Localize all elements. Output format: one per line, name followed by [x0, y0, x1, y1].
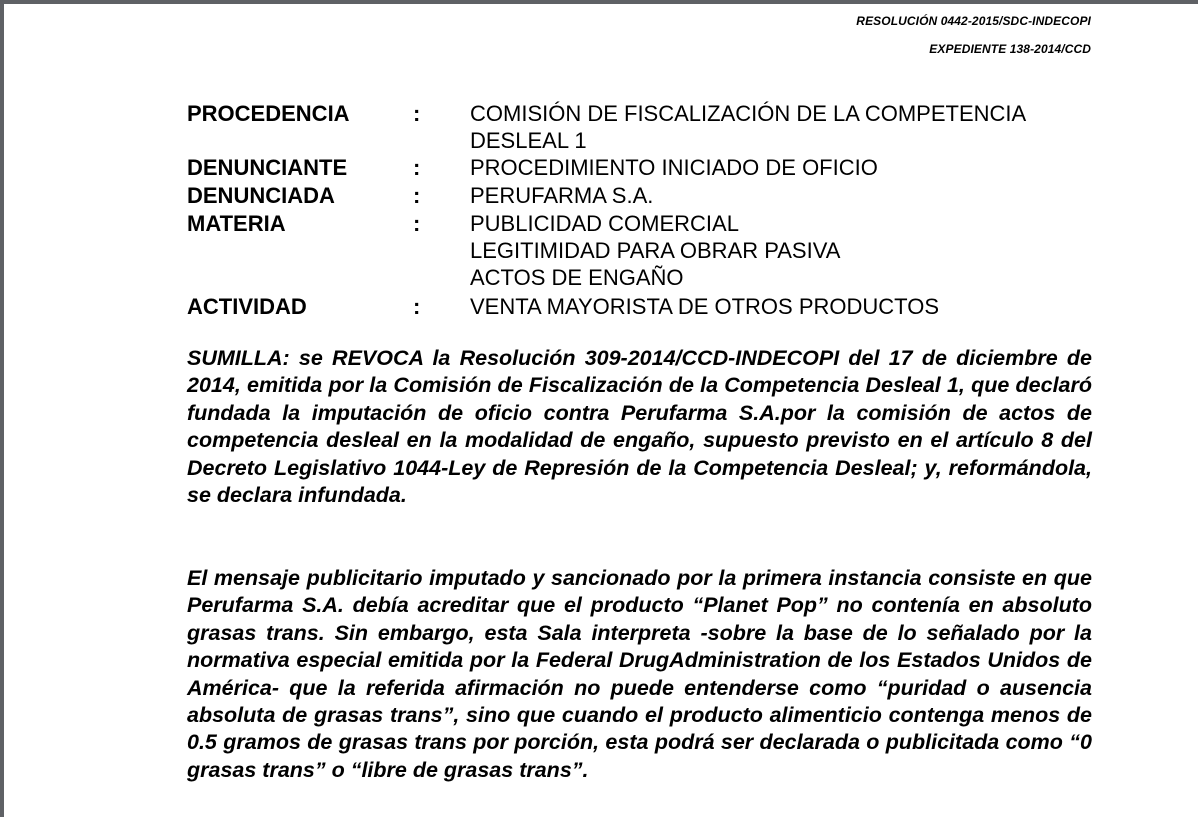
field-label: DENUNCIADA [187, 183, 335, 208]
field-actividad [187, 293, 1092, 320]
field-colon: : [413, 101, 421, 126]
field-value-line: PROCEDIMIENTO INICIADO DE OFICIO [470, 155, 878, 180]
field-materia [187, 210, 1092, 291]
field-value [470, 210, 1092, 291]
expediente-number: EXPEDIENTE 138-2014/CCD [929, 42, 1091, 56]
field-colon: : [413, 155, 421, 180]
field-value-line: DESLEAL 1 [470, 128, 587, 153]
field-value-line: LEGITIMIDAD PARA OBRAR PASIVA [470, 238, 841, 263]
field-value [470, 100, 1092, 154]
document-page [4, 4, 1198, 817]
field-colon: : [413, 183, 421, 208]
field-label: PROCEDENCIA [187, 101, 350, 126]
field-value-line: VENTA MAYORISTA DE OTROS PRODUCTOS [470, 294, 939, 319]
field-colon: : [413, 211, 421, 236]
summary-paragraph: El mensaje publicitario imputado y sancionado por la primera instancia consiste en que Perufarma S.A. debía acreditar que el producto “Planet Pop” no contenía en absoluto grasas trans. Sin embargo, esta Sala interpreta -sobre la base de lo señalado por la normativa especial emitida por la Federal DrugAdministration de los Estados Unidos de América- que la referida afirmación no puede entenderse como “puridad o ausencia absoluta de grasas trans”, sino que cuando el producto alimenticio contenga menos de 0.5 gramos de grasas trans por porción, esta podrá ser declarada o publicitada como “0 grasas trans” o “libre de grasas trans”. [187, 566, 1092, 782]
field-colon: : [413, 294, 421, 319]
field-value [470, 293, 1092, 320]
field-procedencia [187, 100, 1092, 154]
field-value-line: ACTOS DE ENGAÑO [470, 265, 684, 290]
field-value-line: COMISIÓN DE FISCALIZACIÓN DE LA COMPETENCIA [470, 101, 1027, 126]
field-value-line: PUBLICIDAD COMERCIAL [470, 211, 739, 236]
field-denunciada [187, 182, 1092, 209]
resolution-number: RESOLUCIÓN 0442-2015/SDC-INDECOPI [856, 14, 1091, 28]
field-value-line: PERUFARMA S.A. [470, 183, 654, 208]
field-value [470, 182, 1092, 209]
field-label: DENUNCIANTE [187, 155, 348, 180]
field-label: ACTIVIDAD [187, 294, 307, 319]
field-denunciante [187, 154, 1092, 181]
field-label: MATERIA [187, 211, 286, 236]
field-value [470, 154, 1092, 181]
sumilla-paragraph: SUMILLA: se REVOCA la Resolución 309-2014/CCD-INDECOPI del 17 de diciembre de 2014, emitida por la Comisión de Fiscalización de la Competencia Desleal 1, que declaró fundada la imputación de oficio contra Perufarma S.A.por la comisión de actos de competencia desleal en la modalidad de engaño, supuesto previsto en el artículo 8 del Decreto Legislativo 1044-Ley de Represión de la Competencia Desleal; y, reformándola, se declara infundada. [187, 346, 1092, 508]
